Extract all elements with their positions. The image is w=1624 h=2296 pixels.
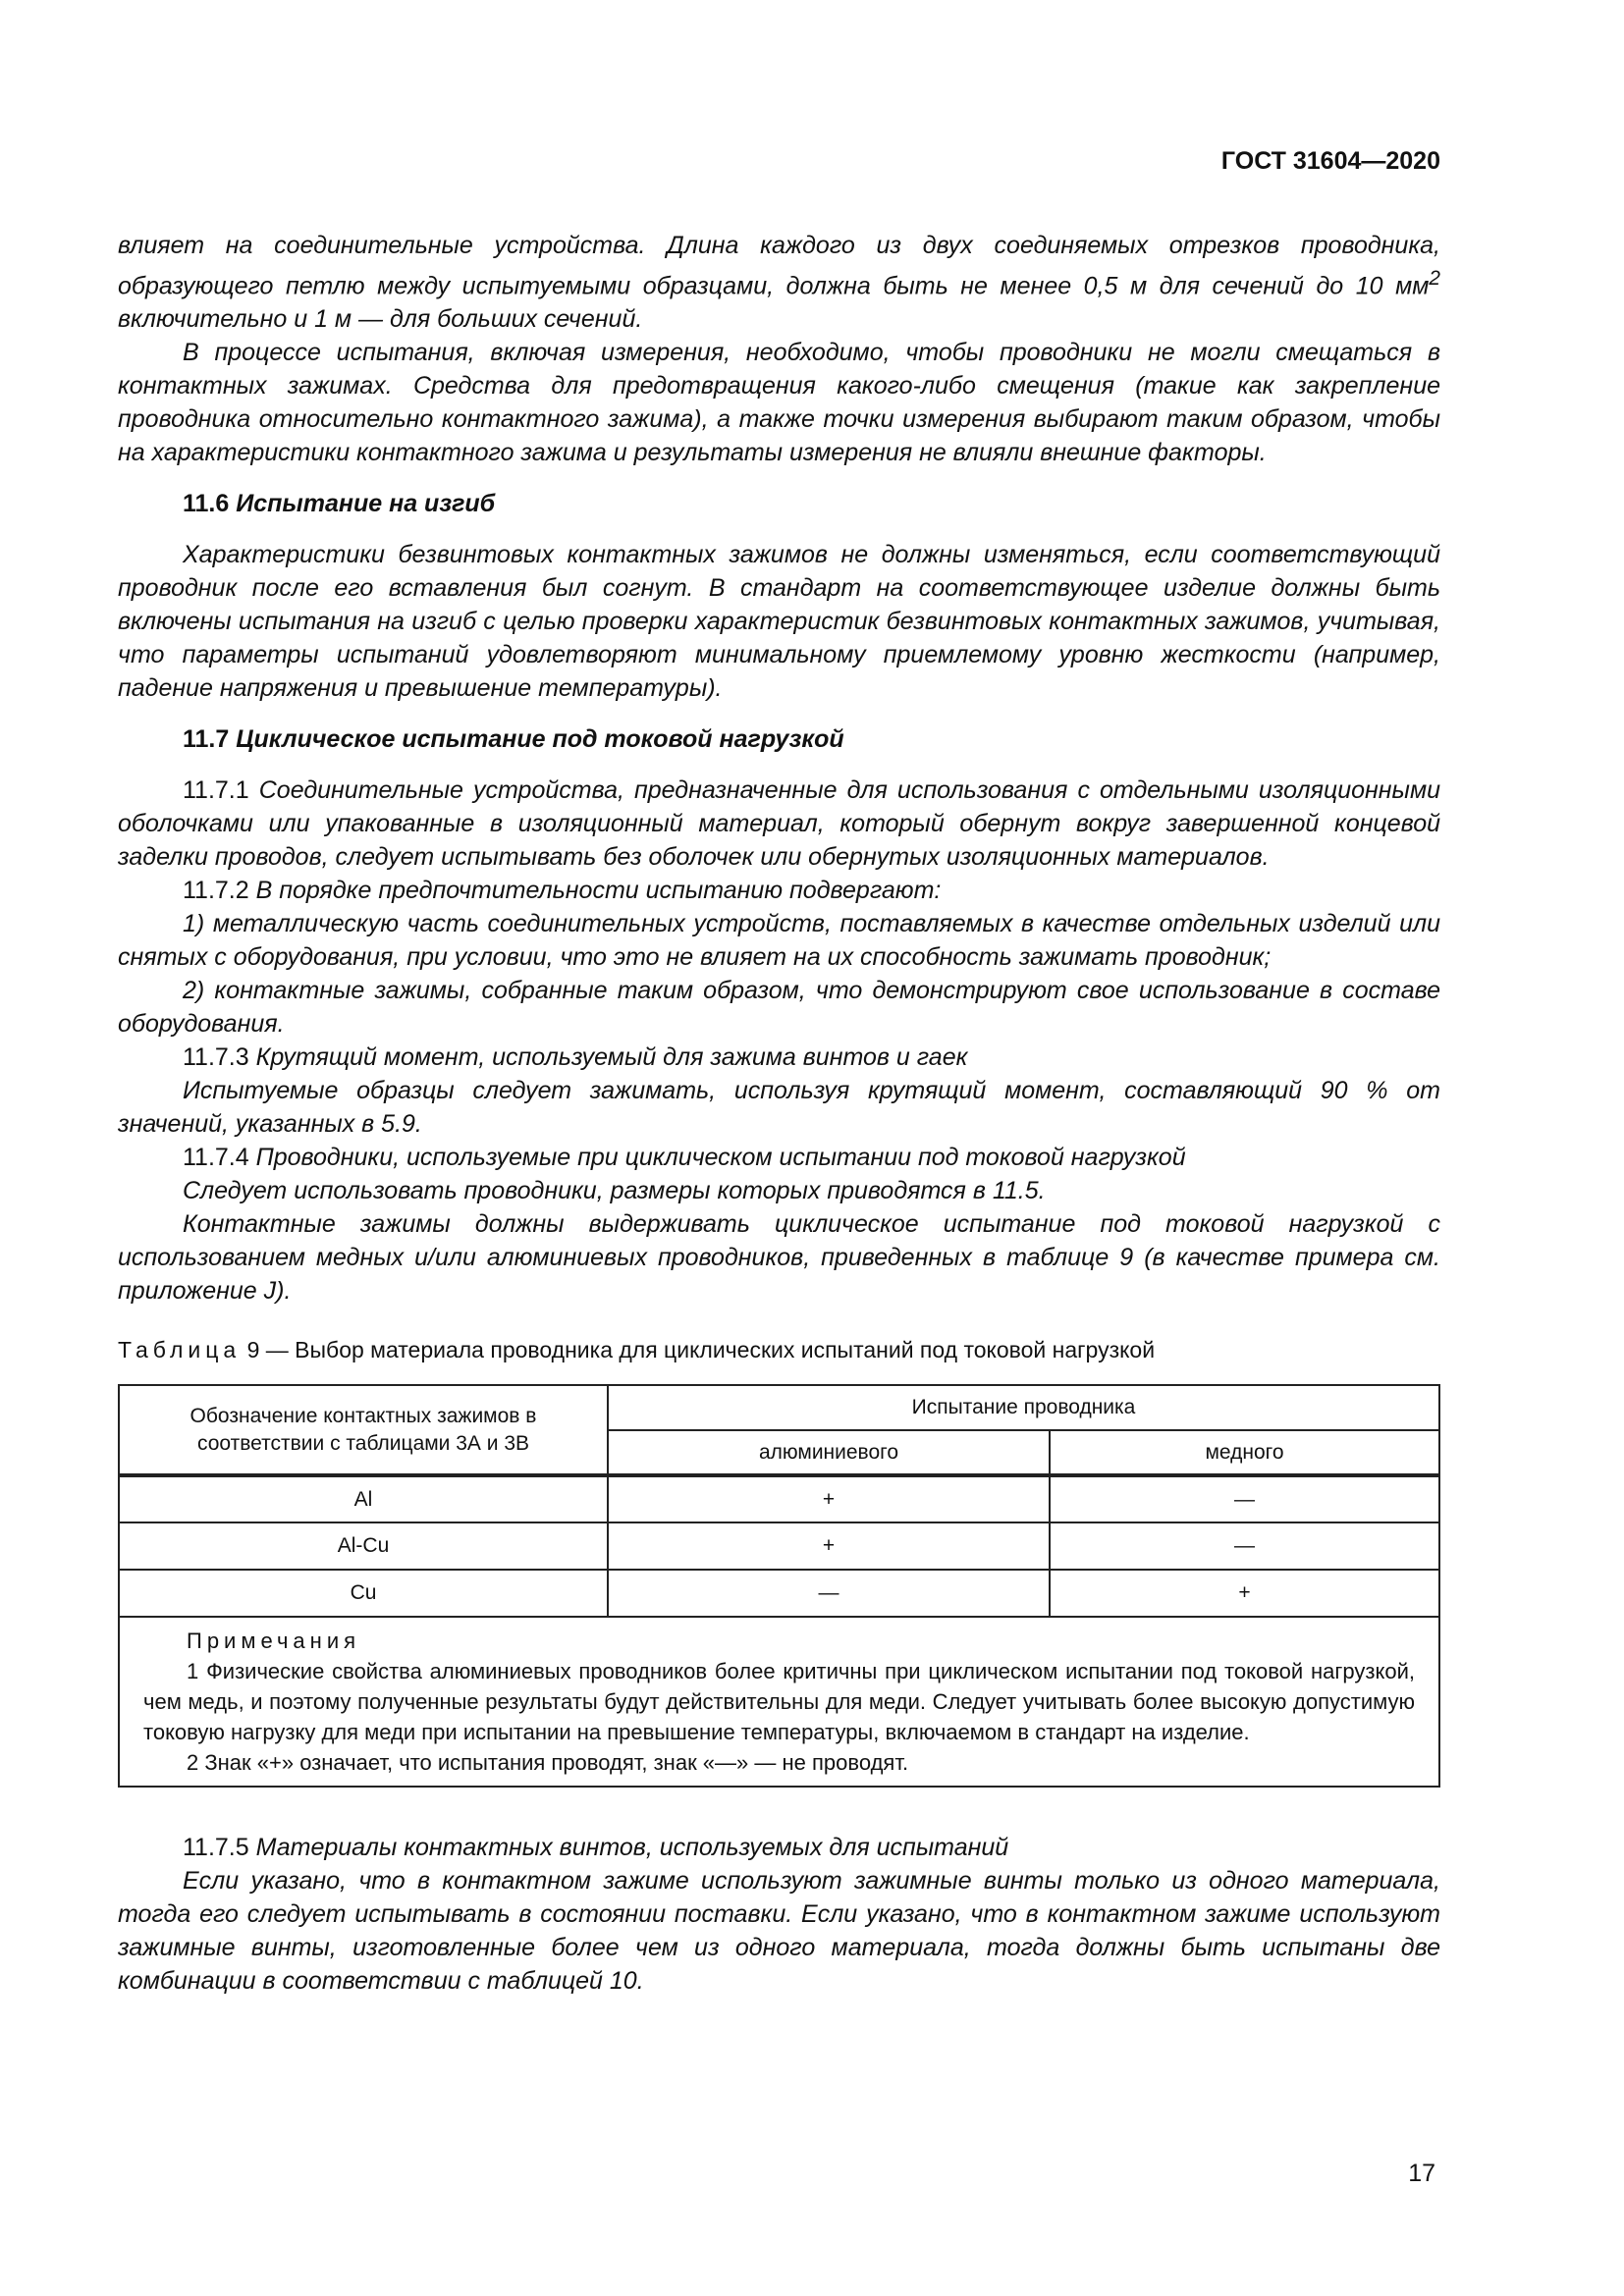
paragraph-screw-materials: Если указано, что в контактном зажиме используют зажимные винты только из одного материала, тогда его следует испытывать в состоянии поставки. Если указано, что в контактном зажиме используют зажимные винты, изготовленные более чем из одного материала, тогда должны быть испытаны две комбинации в соответствии с таблицей 10. bbox=[118, 1867, 1440, 1996]
heading-title: Циклическое испытание под токовой нагрузкой bbox=[236, 725, 844, 754]
clause-text: Материалы контактных винтов, используемых для испытаний bbox=[255, 1834, 1009, 1862]
clause-number: 11.7.3 bbox=[183, 1043, 249, 1072]
table-cell: + bbox=[608, 1522, 1050, 1570]
table-notes-row bbox=[119, 1617, 1439, 1787]
clause-11-7-2 bbox=[118, 874, 1440, 907]
superscript-2: 2 bbox=[1429, 267, 1440, 290]
clause-11-7-5 bbox=[118, 1831, 1440, 1864]
standard-header: ГОСТ 31604—2020 bbox=[1220, 147, 1440, 175]
paragraph-displacement: В процессе испытания, включая измерения, необходимо, чтобы проводники не могли смещаться в контактных зажимах. Средства для предотвращения какого-либо смещения (такие как закрепление проводника относительно контактного зажима), а также точки измерения выбирают таким образом, чтобы на характеристики контактного зажима и результаты измерения не влияли внешние факторы. bbox=[118, 339, 1440, 467]
table-9 bbox=[118, 1384, 1440, 1788]
clause-number: 11.7.2 bbox=[183, 877, 249, 905]
table-cell: + bbox=[608, 1475, 1050, 1522]
page-content bbox=[118, 229, 1440, 1998]
table-row bbox=[119, 1475, 1439, 1522]
table-row bbox=[119, 1522, 1439, 1570]
clause-number: 11.7.5 bbox=[183, 1834, 249, 1862]
clause-11-7-1 bbox=[118, 774, 1440, 874]
list-item-1: 1) металлическую часть соединительных устройств, поставляемых в качестве отдельных изделий или снятых с оборудования, при условии, что это не влияет на их способность зажимать проводник; bbox=[118, 910, 1440, 972]
paragraph-11-6: Характеристики безвинтовых контактных зажимов не должны изменяться, если соответствующий проводник после его вставления был согнут. В стандарт на соответствующее изделие должны быть включены испытания на изгиб с целью проверки характеристик безвинтовых контактных зажимов, учитывая, что параметры испытаний удовлетворяют минимальному приемлемому уровню жесткости (например, падение напряжения и превышение температуры). bbox=[118, 541, 1440, 703]
table-cell: Al bbox=[119, 1475, 608, 1522]
clause-number: 11.7.4 bbox=[183, 1144, 249, 1172]
clause-11-7-4 bbox=[118, 1141, 1440, 1174]
paragraph-cyclic: Контактные зажимы должны выдерживать циклическое испытание под токовой нагрузкой с использованием медных и/или алюминиевых проводников, приведенных в таблице 9 (в качестве примера см. приложение J). bbox=[118, 1210, 1440, 1306]
paragraph-torque: Испытуемые образцы следует зажимать, используя крутящий момент, составляющий 90 % от значений, указанных в 5.9. bbox=[118, 1077, 1440, 1139]
table-cell: + bbox=[1050, 1570, 1439, 1617]
table-notes bbox=[119, 1617, 1439, 1787]
clause-text: Проводники, используемые при циклическом испытании под токовой нагрузкой bbox=[255, 1144, 1186, 1172]
paragraph-continuation bbox=[118, 229, 1440, 336]
table-cell: — bbox=[608, 1570, 1050, 1617]
heading-11-7 bbox=[118, 722, 1440, 756]
header-copper: медного bbox=[1050, 1430, 1439, 1475]
clause-text: Соединительные устройства, предназначенные для использования с отдельными изоляционными оболочками или упакованные в изоляционный материал, который обернут вокруг завершенной концевой заделки проводов, следует испытывать без оболочек или обернутых изоляционных материалов. bbox=[118, 776, 1440, 872]
table-label: Таблица bbox=[118, 1337, 242, 1363]
paragraph-conductors: Следует использовать проводники, размеры которых приводятся в 11.5. bbox=[183, 1177, 1046, 1205]
table-header-row bbox=[119, 1385, 1439, 1430]
header-terminal-designation: Обозначение контактных зажимов в соответствии с таблицами 3А и 3В bbox=[119, 1385, 608, 1475]
clause-text: Крутящий момент, используемый для зажима винтов и гаек bbox=[255, 1043, 968, 1072]
header-aluminium: алюминиевого bbox=[608, 1430, 1050, 1475]
note-2: 2 Знак «+» означает, что испытания проводят, знак «—» — не проводят. bbox=[187, 1750, 909, 1776]
notes-title: Примечания bbox=[187, 1629, 361, 1654]
table-cell: — bbox=[1050, 1522, 1439, 1570]
table-caption-text: 9 — Выбор материала проводника для циклических испытаний под токовой нагрузкой bbox=[241, 1337, 1156, 1363]
clause-text: В порядке предпочтительности испытанию подвергают: bbox=[255, 877, 942, 905]
table-cell: — bbox=[1050, 1475, 1439, 1522]
list-item-2: 2) контактные зажимы, собранные таким образом, что демонстрируют свое использование в составе оборудования. bbox=[118, 977, 1440, 1039]
page-number: 17 bbox=[1408, 2160, 1435, 2187]
clause-11-7-3 bbox=[118, 1041, 1440, 1074]
clause-number: 11.7.1 bbox=[183, 776, 249, 805]
continuation-text-end: включительно и 1 м — для больших сечений. bbox=[118, 305, 643, 334]
continuation-text: влияет на соединительные устройства. Длина каждого из двух соединяемых отрезков проводника, образующего петлю между испытуемыми образцами, должна быть не менее 0,5 м для сечений до 10 мм bbox=[118, 232, 1440, 300]
table-cell: Cu bbox=[119, 1570, 608, 1617]
table-row bbox=[119, 1570, 1439, 1617]
heading-number: 11.7 bbox=[183, 725, 230, 754]
heading-title: Испытание на изгиб bbox=[236, 490, 496, 518]
note-1: 1 Физические свойства алюминиевых проводников более критичны при циклическом испытании под токовой нагрузкой, чем медь, и поэтому полученные результаты будут действительны для меди. Следует учитывать более высокую допустимую токовую нагрузку для меди при испытании на превышение температуры, включаемом в стандарт на изделие. bbox=[143, 1659, 1415, 1745]
table-9-caption bbox=[118, 1333, 1440, 1366]
heading-11-6 bbox=[118, 487, 1440, 520]
table-cell: Al-Cu bbox=[119, 1522, 608, 1570]
header-conductor-test: Испытание проводника bbox=[608, 1385, 1439, 1430]
heading-number: 11.6 bbox=[183, 490, 230, 518]
